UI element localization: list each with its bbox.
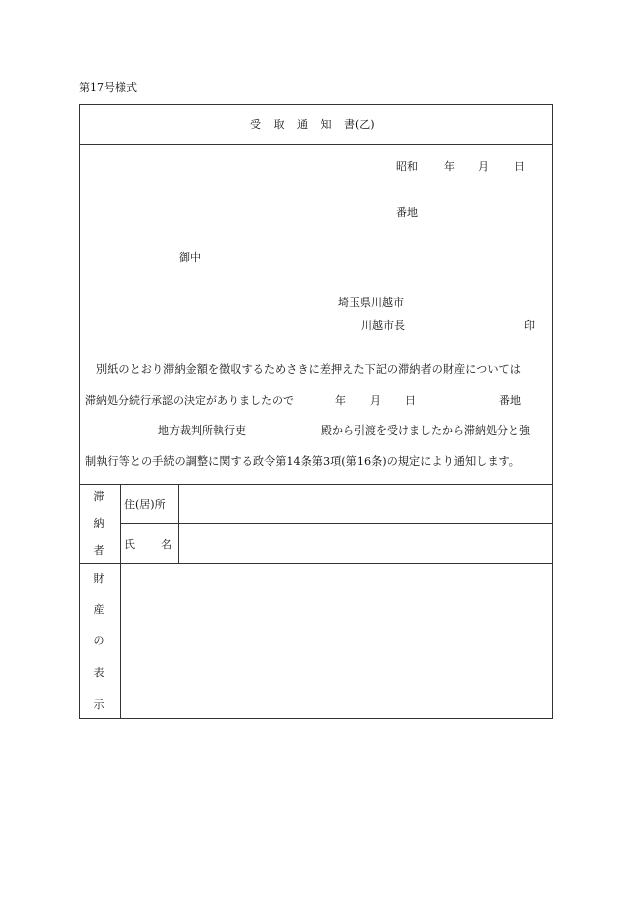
body-line-2-year: 年 bbox=[335, 394, 346, 407]
delinquent-label-char-2: 納 bbox=[93, 517, 105, 530]
delinquent-name-label-1: 氏 bbox=[124, 538, 135, 551]
body-line-2a: 滞納処分続行承認の決定がありましたので bbox=[85, 394, 294, 407]
body-line-2-day: 日 bbox=[405, 394, 416, 407]
body-line-3a: 地方裁判所執行吏 bbox=[158, 424, 246, 437]
issuer-seal: 印 bbox=[524, 319, 535, 332]
body-line-4: 制執行等との手続の調整に関する政令第14条第3項(第16条)の規定により通知します。 bbox=[85, 455, 520, 468]
date-era: 昭和 bbox=[396, 160, 418, 173]
property-label-char-1: 財 bbox=[93, 572, 105, 585]
recipient-suffix: 御中 bbox=[179, 251, 201, 264]
property-label-char-4: 表 bbox=[93, 666, 105, 679]
delinquent-address-label: 住(居)所 bbox=[124, 498, 166, 511]
title-divider bbox=[79, 144, 553, 145]
date-year: 年 bbox=[444, 160, 455, 173]
delinquent-label-char-1: 滞 bbox=[93, 490, 105, 503]
body-line-2-address: 番地 bbox=[499, 394, 521, 407]
address-label: 番地 bbox=[396, 206, 418, 219]
delinquent-row-divider bbox=[120, 523, 553, 524]
property-label-char-5: 示 bbox=[93, 698, 105, 711]
date-month: 月 bbox=[478, 160, 489, 173]
issuer-city: 埼玉県川越市 bbox=[338, 296, 404, 309]
body-line-2-month: 月 bbox=[370, 394, 381, 407]
issuer-title: 川越市長 bbox=[361, 319, 405, 332]
label-column-divider bbox=[120, 484, 121, 719]
date-day: 日 bbox=[514, 160, 525, 173]
body-line-3b: 殿から引渡を受けましたから滞納処分と強 bbox=[321, 424, 530, 437]
delinquent-name-label-2: 名 bbox=[161, 538, 172, 551]
property-divider bbox=[79, 563, 553, 564]
table-top-border bbox=[79, 104, 553, 105]
delinquent-label-char-3: 者 bbox=[93, 544, 105, 557]
form-number: 第17号様式 bbox=[79, 81, 137, 94]
table-left-border bbox=[79, 104, 80, 719]
property-label-char-2: 産 bbox=[93, 603, 105, 616]
property-label-char-3: の bbox=[93, 634, 105, 647]
sublabel-column-divider bbox=[178, 484, 179, 564]
table-right-border bbox=[552, 104, 553, 719]
body-divider bbox=[79, 484, 553, 485]
document-title: 受 取 通 知 書(乙) bbox=[250, 118, 375, 131]
table-bottom-border bbox=[79, 718, 553, 719]
body-line-1: 別紙のとおり滞納金額を徴収するためさきに差押えた下記の滞納者の財産については bbox=[96, 363, 521, 376]
